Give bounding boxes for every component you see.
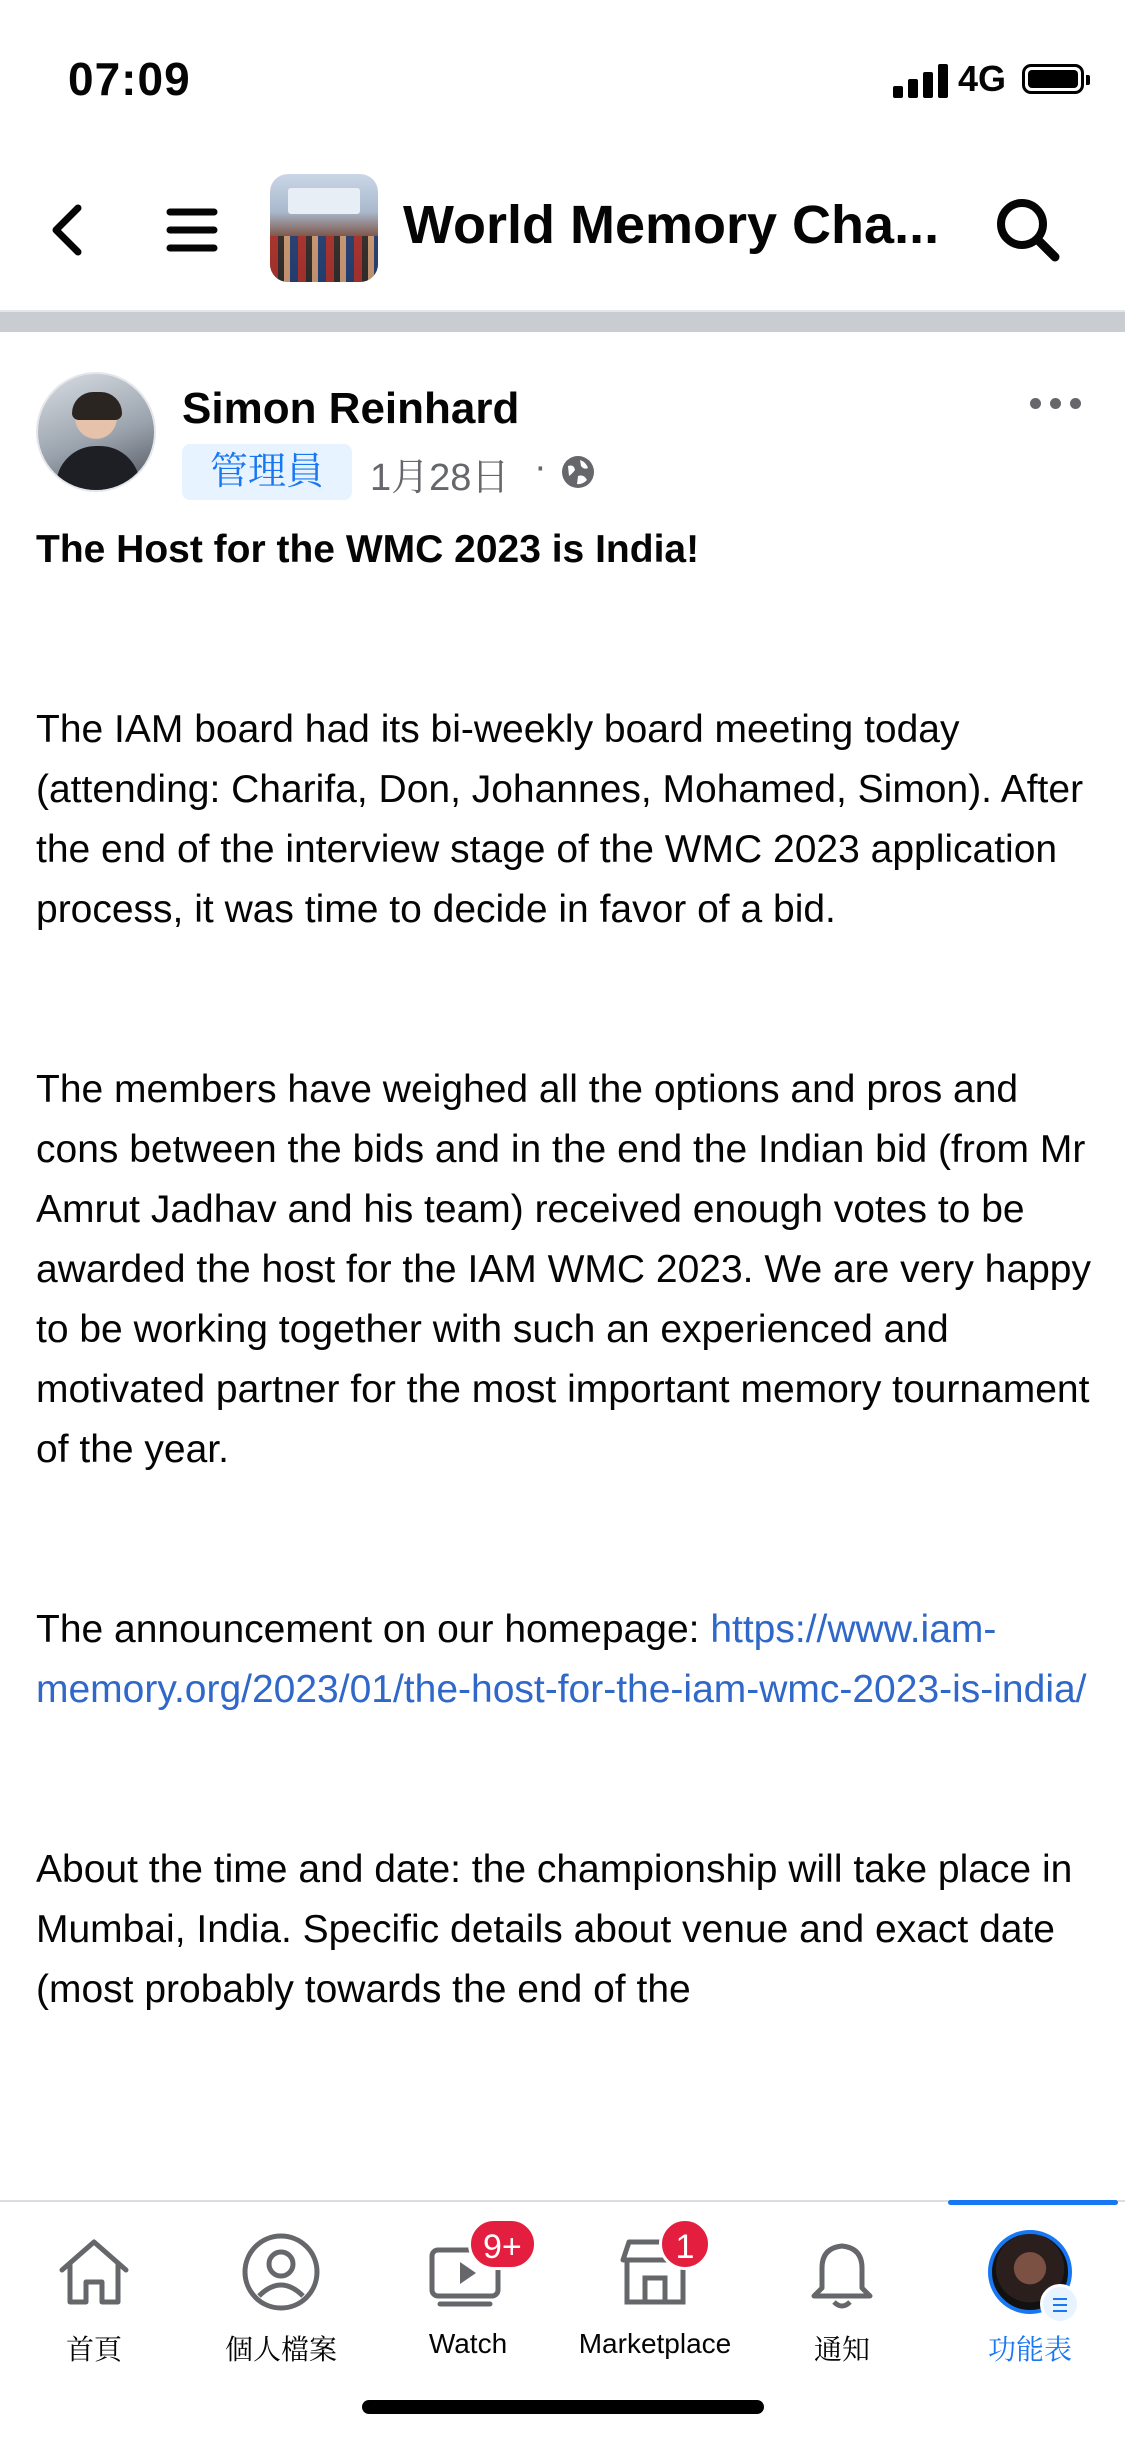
post-paragraph: The IAM board had its bi-weekly board meeting today (attending: Charifa, Don, Johannes, Mohamed, Simon). After the end of the interview stage of the WMC 2023 application process, it was time to decide in favor of a bid. [36, 708, 1084, 931]
watch-badge: 9+ [468, 2218, 537, 2270]
globe-icon [560, 454, 596, 490]
post-options-button[interactable] [1030, 384, 1084, 420]
tab-label: 通知 [813, 2334, 870, 2365]
home-icon [52, 2230, 136, 2314]
profile-icon [239, 2230, 323, 2314]
tab-label: 功能表 [987, 2334, 1072, 2365]
tab-marketplace[interactable] [561, 2202, 749, 2382]
tab-profile[interactable] [187, 2202, 375, 2382]
author-avatar[interactable] [36, 372, 156, 492]
tab-label: Watch [428, 2328, 508, 2359]
author-name[interactable]: Simon Reinhard [182, 384, 520, 433]
tab-menu[interactable] [936, 2202, 1124, 2382]
post-paragraph: The members have weighed all the options and pros and cons between the bids and in the end the Indian bid (from Mr Amrut Jadhav and his team) received enough votes to be awarded the host for the IAM WMC 2023. We are very happy to be working together with such an experienced and motivated partner for the most important memory tournament of the year. [36, 1068, 1091, 1471]
tab-label: 首頁 [65, 2334, 122, 2365]
marketplace-badge: 1 [659, 2218, 711, 2270]
announcement-prefix: The announcement on our homepage: [36, 1608, 711, 1651]
bell-icon [800, 2230, 884, 2314]
announcement-paragraph [36, 1600, 1096, 1720]
group-title[interactable]: World Memory Cha... [403, 195, 940, 255]
network-type: 4G [958, 58, 1007, 99]
meta-separator: · [534, 446, 547, 488]
announcement-link[interactable]: https://www.iam-memory.org/2023/01/the-host-for-the-iam-wmc-2023-is-india/ [36, 1608, 1087, 1711]
tab-notifications[interactable] [748, 2202, 936, 2382]
tab-home[interactable] [0, 2202, 188, 2382]
tab-label: 個人檔案 [224, 2334, 337, 2365]
post-body [36, 520, 1096, 2020]
post-paragraph: About the time and date: the championship will take place in Mumbai, India. Specific details about venue and exact date (most probably towards the end of the [36, 1848, 1073, 2011]
menu-icon [1040, 2284, 1080, 2324]
post-headline: The Host for the WMC 2023 is India! [36, 528, 700, 571]
status-time: 07:09 [68, 53, 191, 105]
tab-watch[interactable] [374, 2202, 562, 2382]
post-date[interactable]: 1月28日 [370, 457, 510, 499]
home-indicator [362, 2400, 764, 2414]
admin-role-badge: 管理員 [182, 444, 352, 500]
tab-label: Marketplace [578, 2328, 732, 2359]
